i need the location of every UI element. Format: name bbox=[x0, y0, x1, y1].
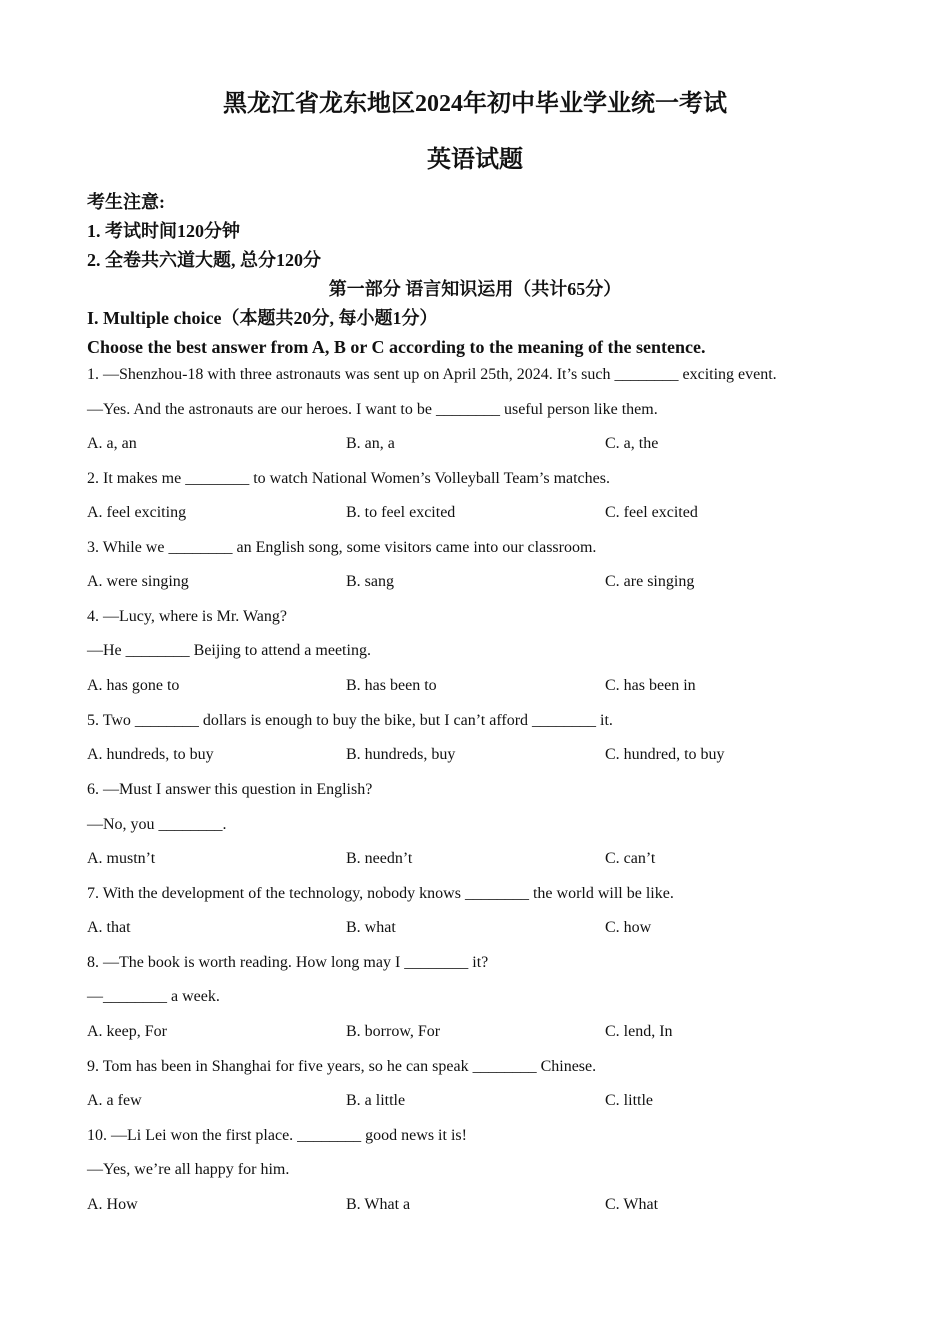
question-line: 7. With the development of the technology, nobody knows ________ the world will be like. bbox=[87, 885, 674, 902]
question-line: —Yes. And the astronauts are our heroes. I want to be ________ useful person like them. bbox=[87, 401, 658, 418]
option-a: A. mustn’t bbox=[87, 850, 156, 867]
option-a: A. feel exciting bbox=[87, 504, 187, 521]
option-a: A. keep, For bbox=[87, 1023, 167, 1040]
option-c: C. a, the bbox=[605, 435, 659, 452]
section-instruction: Choose the best answer from A, B or C according to the meaning of the sentence. bbox=[87, 337, 706, 357]
question-line: 4. —Lucy, where is Mr. Wang? bbox=[87, 608, 287, 625]
notice-heading: 考生注意: bbox=[87, 192, 165, 212]
question-line: —No, you ________. bbox=[87, 816, 227, 833]
option-b: B. a little bbox=[346, 1092, 406, 1109]
exam-title: 黑龙江省龙东地区2024年初中毕业学业统一考试 bbox=[223, 91, 727, 117]
option-a: A. that bbox=[87, 919, 131, 936]
option-a: A. a, an bbox=[87, 435, 137, 452]
option-c: C. has been in bbox=[605, 677, 696, 694]
option-a: A. hundreds, to buy bbox=[87, 746, 214, 763]
question-line: 1. —Shenzhou-18 with three astronauts was sent up on April 25th, 2024. It’s such ________ exciting event. bbox=[87, 366, 777, 383]
notice-item: 2. 全卷共六道大题, 总分120分 bbox=[87, 250, 321, 270]
option-c: C. are singing bbox=[605, 573, 695, 590]
part-title: 第一部分 语言知识运用（共计65分） bbox=[328, 279, 622, 299]
question-line: 2. It makes me ________ to watch National Women’s Volleyball Team’s matches. bbox=[87, 470, 610, 487]
question-line: 9. Tom has been in Shanghai for five years, so he can speak ________ Chinese. bbox=[87, 1058, 597, 1075]
option-c: C. What bbox=[605, 1196, 659, 1213]
option-a: A. has gone to bbox=[87, 677, 180, 694]
question-line: 5. Two ________ dollars is enough to buy the bike, but I can’t afford ________ it. bbox=[87, 712, 613, 729]
option-a: A. How bbox=[87, 1196, 138, 1213]
question-line: 8. —The book is worth reading. How long may I ________ it? bbox=[87, 954, 489, 971]
option-b: B. sang bbox=[346, 573, 394, 590]
option-c: C. little bbox=[605, 1092, 653, 1109]
option-b: B. what bbox=[346, 919, 396, 936]
question-line: —He ________ Beijing to attend a meeting. bbox=[87, 642, 371, 659]
option-a: A. a few bbox=[87, 1092, 142, 1109]
section-title: I. Multiple choice（本题共20分, 每小题1分） bbox=[87, 308, 438, 328]
question-line: —________ a week. bbox=[87, 988, 220, 1005]
question-line: 10. —Li Lei won the first place. ________ good news it is! bbox=[87, 1127, 467, 1144]
option-b: B. What a bbox=[346, 1196, 411, 1213]
question-line: —Yes, we’re all happy for him. bbox=[87, 1161, 290, 1178]
question-line: 6. —Must I answer this question in English? bbox=[87, 781, 373, 798]
option-b: B. needn’t bbox=[346, 850, 413, 867]
exam-subtitle: 英语试题 bbox=[427, 147, 523, 173]
option-c: C. hundred, to buy bbox=[605, 746, 725, 763]
notice-item: 1. 考试时间120分钟 bbox=[87, 221, 240, 241]
option-b: B. to feel excited bbox=[346, 504, 456, 521]
option-b: B. hundreds, buy bbox=[346, 746, 456, 763]
option-c: C. how bbox=[605, 919, 652, 936]
option-c: C. can’t bbox=[605, 850, 656, 867]
option-b: B. an, a bbox=[346, 435, 395, 452]
option-b: B. has been to bbox=[346, 677, 437, 694]
option-b: B. borrow, For bbox=[346, 1023, 441, 1040]
option-c: C. feel excited bbox=[605, 504, 698, 521]
option-a: A. were singing bbox=[87, 573, 189, 590]
option-c: C. lend, In bbox=[605, 1023, 673, 1040]
question-line: 3. While we ________ an English song, some visitors came into our classroom. bbox=[87, 539, 597, 556]
